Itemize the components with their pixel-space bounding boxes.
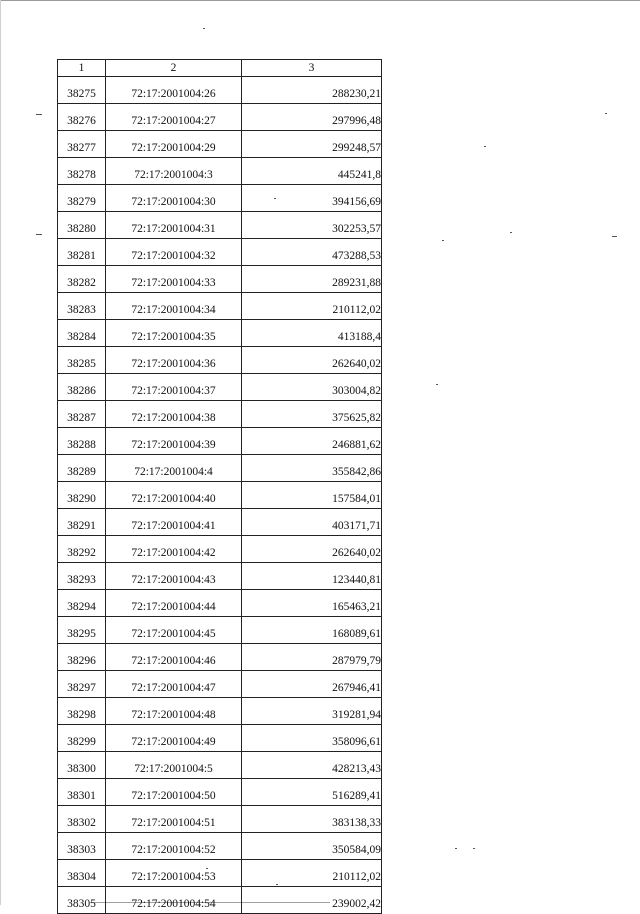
scan-speck — [510, 232, 512, 233]
row-number: 38288 — [58, 428, 106, 455]
table-row — [58, 617, 382, 644]
cadastral-value: 168089,61 — [242, 617, 382, 644]
cadastral-number: 72:17:2001004:35 — [106, 320, 242, 347]
cadastral-number: 72:17:2001004:47 — [106, 671, 242, 698]
table-row — [58, 77, 382, 104]
table-row — [58, 266, 382, 293]
row-number: 38281 — [58, 239, 106, 266]
cadastral-value: 302253,57 — [242, 212, 382, 239]
table-row — [58, 806, 382, 833]
scan-speck — [436, 384, 438, 385]
cadastral-number: 72:17:2001004:38 — [106, 401, 242, 428]
scan-speck — [605, 113, 607, 114]
row-number: 38294 — [58, 590, 106, 617]
table-row — [58, 671, 382, 698]
table-row — [58, 212, 382, 239]
cadastral-value: 375625,82 — [242, 401, 382, 428]
table-row — [58, 482, 382, 509]
scan-speck — [276, 884, 278, 885]
cadastral-value: 413188,4 — [242, 320, 382, 347]
cadastral-value: 165463,21 — [242, 590, 382, 617]
cadastral-value: 350584,09 — [242, 833, 382, 860]
page-edge-left — [0, 0, 1, 905]
cadastral-value: 262640,02 — [242, 536, 382, 563]
table-row — [58, 509, 382, 536]
cadastral-value: 239002,42 — [242, 887, 382, 914]
table-row — [58, 428, 382, 455]
cadastral-number: 72:17:2001004:39 — [106, 428, 242, 455]
cadastral-value: 297996,48 — [242, 104, 382, 131]
row-number: 38283 — [58, 293, 106, 320]
cadastral-value: 123440,81 — [242, 563, 382, 590]
cadastral-number: 72:17:2001004:48 — [106, 698, 242, 725]
cadastral-value-table — [57, 59, 382, 914]
row-number: 38284 — [58, 320, 106, 347]
table-row — [58, 401, 382, 428]
table-row — [58, 104, 382, 131]
row-number: 38275 — [58, 77, 106, 104]
cadastral-number: 72:17:2001004:27 — [106, 104, 242, 131]
table-body — [58, 77, 382, 914]
header-col-2: 2 — [106, 60, 242, 77]
cadastral-number: 72:17:2001004:54 — [106, 887, 242, 914]
table-header — [58, 60, 382, 77]
cadastral-number: 72:17:2001004:44 — [106, 590, 242, 617]
table-row — [58, 563, 382, 590]
header-col-1: 1 — [58, 60, 106, 77]
cadastral-number: 72:17:2001004:26 — [106, 77, 242, 104]
table-row — [58, 698, 382, 725]
cadastral-value: 516289,41 — [242, 779, 382, 806]
table-row — [58, 158, 382, 185]
table-row — [58, 887, 382, 914]
row-number: 38295 — [58, 617, 106, 644]
cadastral-value: 358096,61 — [242, 725, 382, 752]
cadastral-number: 72:17:2001004:30 — [106, 185, 242, 212]
cadastral-value: 157584,01 — [242, 482, 382, 509]
scan-speck — [36, 114, 42, 115]
row-number: 38277 — [58, 131, 106, 158]
cadastral-value: 319281,94 — [242, 698, 382, 725]
cadastral-value: 287979,79 — [242, 644, 382, 671]
row-number: 38286 — [58, 374, 106, 401]
cadastral-number: 72:17:2001004:36 — [106, 347, 242, 374]
row-number: 38300 — [58, 752, 106, 779]
table-row — [58, 293, 382, 320]
cadastral-number: 72:17:2001004:34 — [106, 293, 242, 320]
table-row — [58, 752, 382, 779]
cadastral-value: 262640,02 — [242, 347, 382, 374]
table-row — [58, 644, 382, 671]
table-row — [58, 725, 382, 752]
scan-speck — [612, 236, 617, 237]
row-number: 38302 — [58, 806, 106, 833]
row-number: 38297 — [58, 671, 106, 698]
cadastral-number: 72:17:2001004:31 — [106, 212, 242, 239]
cadastral-value: 289231,88 — [242, 266, 382, 293]
header-col-3: 3 — [242, 60, 382, 77]
cadastral-value: 394156,69 — [242, 185, 382, 212]
table-row — [58, 779, 382, 806]
cadastral-number: 72:17:2001004:43 — [106, 563, 242, 590]
row-number: 38291 — [58, 509, 106, 536]
cadastral-number: 72:17:2001004:51 — [106, 806, 242, 833]
row-number: 38290 — [58, 482, 106, 509]
page-edge-top — [0, 0, 640, 1]
cadastral-number: 72:17:2001004:53 — [106, 860, 242, 887]
cadastral-value: 445241,8 — [242, 158, 382, 185]
table-row — [58, 239, 382, 266]
row-number: 38285 — [58, 347, 106, 374]
table-row — [58, 536, 382, 563]
row-number: 38299 — [58, 725, 106, 752]
cadastral-number: 72:17:2001004:32 — [106, 239, 242, 266]
cadastral-number: 72:17:2001004:40 — [106, 482, 242, 509]
scan-speck — [455, 848, 457, 849]
row-number: 38292 — [58, 536, 106, 563]
row-number: 38287 — [58, 401, 106, 428]
cadastral-number: 72:17:2001004:3 — [106, 158, 242, 185]
scan-speck — [473, 848, 475, 849]
cadastral-value: 383138,33 — [242, 806, 382, 833]
header-row — [58, 60, 382, 77]
table-row — [58, 860, 382, 887]
row-number: 38282 — [58, 266, 106, 293]
row-number: 38305 — [58, 887, 106, 914]
scan-speck — [484, 146, 486, 147]
cadastral-value: 246881,62 — [242, 428, 382, 455]
row-number: 38279 — [58, 185, 106, 212]
cadastral-value: 288230,21 — [242, 77, 382, 104]
cadastral-value: 428213,43 — [242, 752, 382, 779]
row-number: 38301 — [58, 779, 106, 806]
cadastral-number: 72:17:2001004:45 — [106, 617, 242, 644]
scan-speck — [203, 28, 205, 29]
cadastral-value: 403171,71 — [242, 509, 382, 536]
cadastral-number: 72:17:2001004:4 — [106, 455, 242, 482]
cadastral-number: 72:17:2001004:37 — [106, 374, 242, 401]
cadastral-number: 72:17:2001004:33 — [106, 266, 242, 293]
cadastral-number: 72:17:2001004:46 — [106, 644, 242, 671]
table-row — [58, 374, 382, 401]
cadastral-number: 72:17:2001004:29 — [106, 131, 242, 158]
cadastral-value: 210112,02 — [242, 293, 382, 320]
table-row — [58, 347, 382, 374]
scan-speck — [442, 240, 444, 241]
table-row — [58, 320, 382, 347]
cadastral-number: 72:17:2001004:50 — [106, 779, 242, 806]
cadastral-value: 303004,82 — [242, 374, 382, 401]
row-number: 38293 — [58, 563, 106, 590]
row-number: 38280 — [58, 212, 106, 239]
cadastral-number: 72:17:2001004:52 — [106, 833, 242, 860]
table-row — [58, 455, 382, 482]
scan-speck — [206, 868, 208, 869]
cadastral-number: 72:17:2001004:41 — [106, 509, 242, 536]
table-row — [58, 590, 382, 617]
table-row — [58, 185, 382, 212]
table-row — [58, 833, 382, 860]
table-row — [58, 131, 382, 158]
row-number: 38278 — [58, 158, 106, 185]
cadastral-value: 267946,41 — [242, 671, 382, 698]
cadastral-number: 72:17:2001004:5 — [106, 752, 242, 779]
cadastral-number: 72:17:2001004:42 — [106, 536, 242, 563]
row-number: 38296 — [58, 644, 106, 671]
row-number: 38298 — [58, 698, 106, 725]
cadastral-value: 210112,02 — [242, 860, 382, 887]
cadastral-number: 72:17:2001004:49 — [106, 725, 242, 752]
row-number: 38304 — [58, 860, 106, 887]
row-number: 38289 — [58, 455, 106, 482]
row-number: 38303 — [58, 833, 106, 860]
scan-speck — [36, 234, 42, 235]
cadastral-value: 355842,86 — [242, 455, 382, 482]
row-number: 38276 — [58, 104, 106, 131]
scan-speck — [274, 198, 276, 199]
cadastral-value: 473288,53 — [242, 239, 382, 266]
cadastral-value: 299248,57 — [242, 131, 382, 158]
